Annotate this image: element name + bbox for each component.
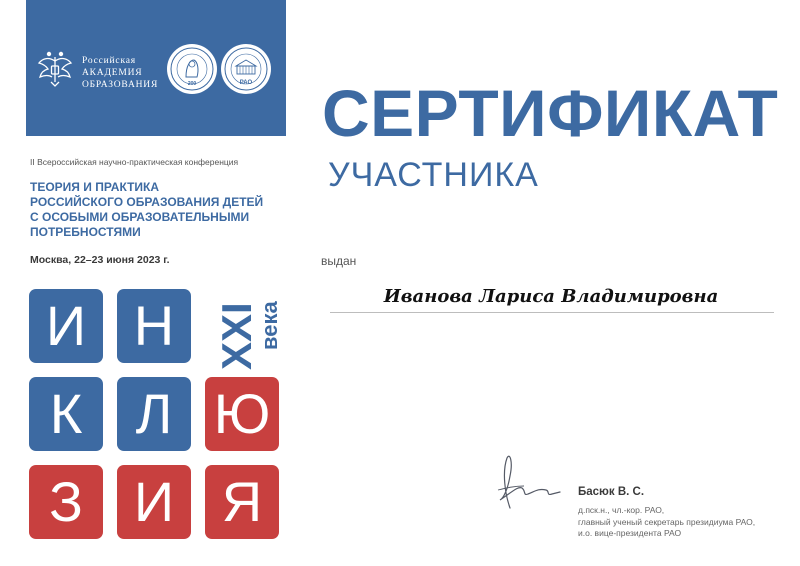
conference-subtitle: II Всероссийская научно-практическая конференция: [30, 157, 239, 167]
double-headed-eagle-icon: [34, 48, 76, 90]
signatory-name: Басюк В. С.: [578, 486, 645, 498]
signatory-role-line: главный ученый секретарь президиума РАО,: [578, 516, 756, 527]
logo-tile: К: [29, 377, 103, 451]
organization-line: ОБРАЗОВАНИЯ: [82, 80, 159, 90]
logo-tile: Ю: [205, 377, 279, 451]
logo-tile: З: [29, 465, 103, 539]
conference-title-line: ТЕОРИЯ И ПРАКТИКА: [30, 180, 160, 194]
century-word: века: [257, 301, 282, 350]
conference-date: Москва, 22–23 июня 2023 г.: [30, 254, 170, 266]
logo-tile: Л: [117, 377, 191, 451]
logo-tile: И: [29, 289, 103, 363]
signature-mark: [490, 450, 570, 520]
organization-line: АКАДЕМИЯ: [82, 68, 143, 78]
certificate-title: СЕРТИФИКАТ: [322, 76, 779, 150]
recipient-name: Иванова Лариса Владимировна: [383, 286, 719, 307]
svg-text:200: 200: [187, 81, 197, 87]
conference-title-line: РОССИЙСКОГО ОБРАЗОВАНИЯ ДЕТЕЙ: [30, 195, 264, 209]
rao-200-seal-icon: [167, 44, 217, 94]
conference-title-line: С ОСОБЫМИ ОБРАЗОВАТЕЛЬНЫМИ: [30, 210, 250, 224]
century-label: [205, 288, 282, 372]
recipient-underline: [330, 312, 774, 313]
logo-tile: Я: [205, 465, 279, 539]
signatory-role-line: и.о. вице-президента РАО: [578, 528, 682, 538]
certificate-subtitle: УЧАСТНИКА: [328, 156, 539, 194]
signatory-role: [578, 505, 755, 540]
organization-name: [82, 55, 158, 91]
signatory-role-line: д.пск.н., чл.-кор. РАО,: [578, 505, 665, 515]
logo-tile: И: [117, 465, 191, 539]
conference-title: [30, 180, 290, 240]
rao-building-seal-icon: [221, 44, 271, 94]
issued-label: выдан: [321, 254, 357, 268]
century-numeral: XXI: [213, 302, 260, 370]
svg-text:РАО: РАО: [239, 80, 253, 86]
organization-line: Российская: [82, 56, 136, 66]
logo-tile: Н: [117, 289, 191, 363]
conference-title-line: ПОТРЕБНОСТЯМИ: [30, 225, 141, 239]
